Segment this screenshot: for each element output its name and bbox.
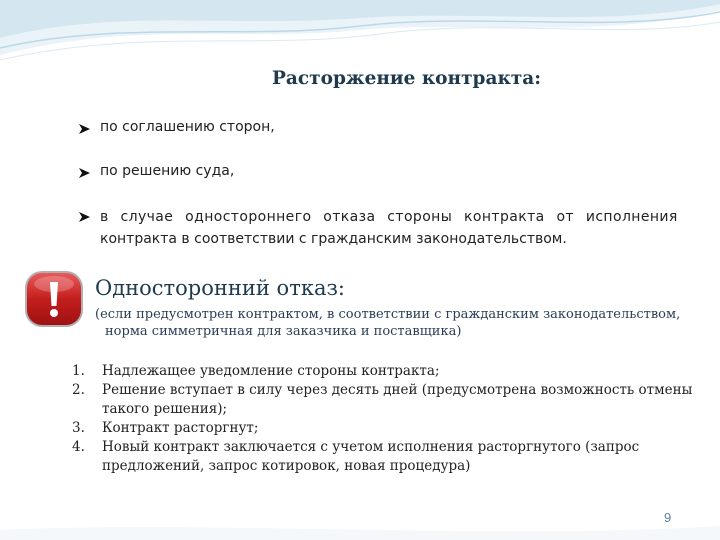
list-text: Решение вступает в силу через десять дней (предусмотрена возможность отмены такого решения);: [102, 382, 693, 417]
exclamation-icon: [22, 268, 86, 330]
list-item: [72, 438, 712, 476]
arrow-bullet-icon: [78, 166, 92, 180]
bullet-line: в случае одностороннего отказа стороны контракта от исполнения: [100, 209, 678, 225]
subtitle-note-line: норма симметричная для заказчика и поставщика): [105, 324, 462, 339]
list-number: 4.: [72, 439, 85, 455]
bullet-item: по решению суда,: [100, 163, 235, 179]
list-number: 2.: [72, 382, 85, 398]
arrow-bullet-icon: [78, 210, 92, 224]
list-number: 1.: [72, 363, 85, 379]
list-text: Новый контракт заключается с учетом исполнения расторгнутого (запрос предложений, запрос котировок, новая процедура): [102, 439, 640, 474]
list-item: [72, 381, 712, 419]
page-number: 9: [664, 510, 672, 525]
list-item: [72, 419, 712, 438]
bullet-item: по соглашению сторон,: [100, 119, 275, 135]
bullet-line: контракта в соответствии с гражданским законодательством.: [100, 231, 567, 247]
list-number: 3.: [72, 420, 85, 436]
subtitle-note-line: (если предусмотрен контрактом, в соответствии с гражданским законодательством,: [95, 307, 681, 322]
subtitle-note: [95, 306, 720, 340]
subtitle: Односторонний отказ:: [95, 276, 345, 300]
list-item: [72, 362, 712, 381]
arrow-bullet-icon: [78, 122, 92, 136]
list-text: Надлежащее уведомление стороны контракта;: [102, 363, 440, 379]
bullet-item: [100, 206, 720, 250]
numbered-list: [72, 362, 712, 476]
list-text: Контракт расторгнут;: [102, 420, 259, 436]
slide-title: Расторжение контракта:: [272, 68, 542, 89]
